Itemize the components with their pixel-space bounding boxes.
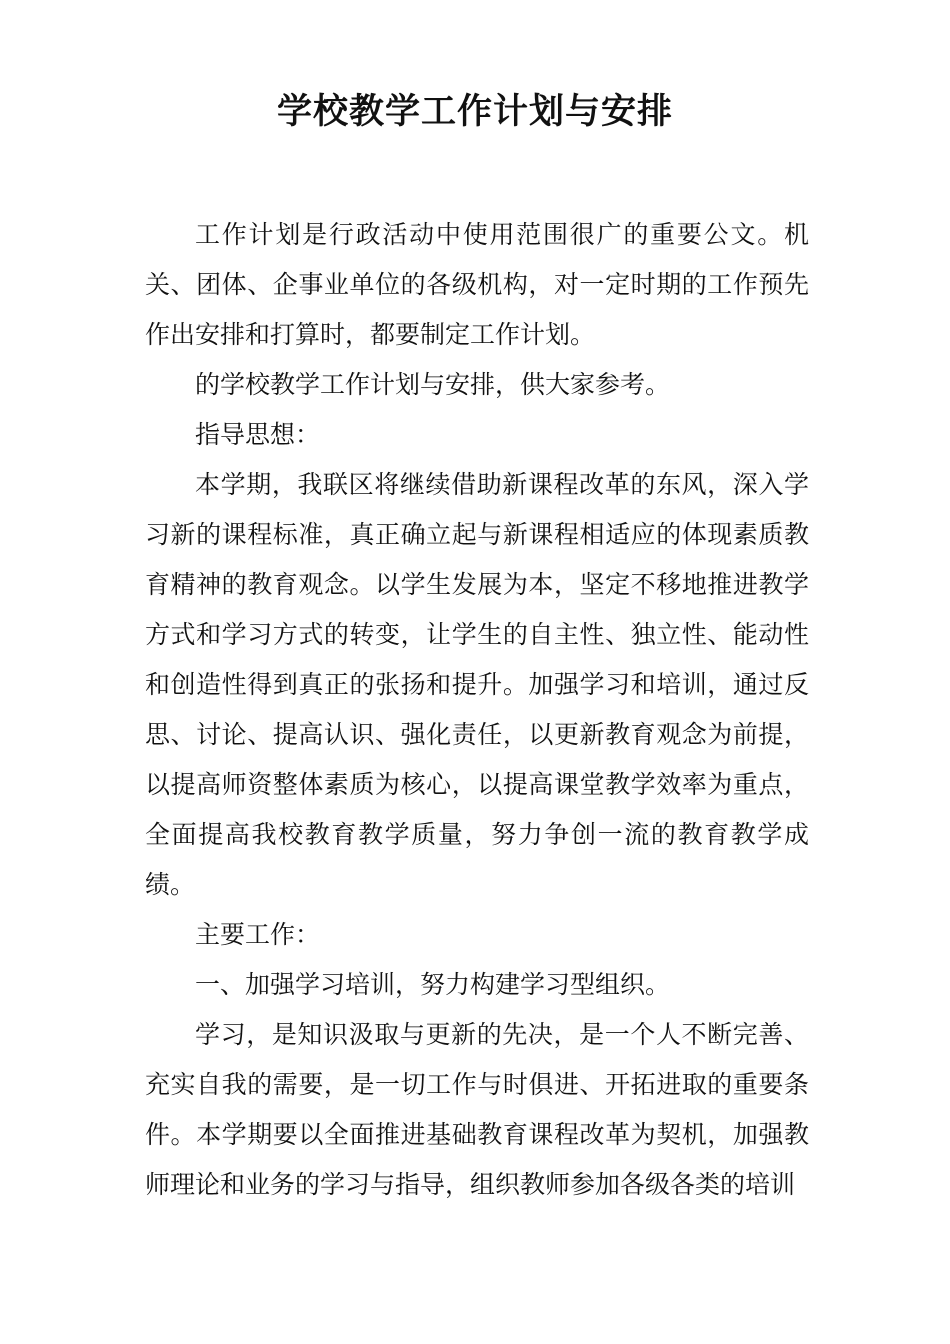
document-title: 学校教学工作计划与安排 bbox=[276, 92, 673, 132]
heading-guiding-thought: 指导思想： bbox=[195, 420, 321, 449]
heading-section-one: 一、加强学习培训，努力构建学习型组织。 bbox=[195, 970, 671, 999]
paragraph-guiding-thought: 本学期，我联区将继续借助新课程改革的东风，深入学习新的课程标准，真正确立起与新课程相适应的体现素质教育精神的教育观念。以学生发展为本，坚定不移地推进教学方式和学习方式的转变，让学生的自主性、独立性、能动性和创造性得到真正的张扬和提升。加强学习和培训，通过反思、讨论、提高认识、强化责任，以更新教育观念为前提，以提高师资整体素质为核心，以提高课堂教学效率为重点，全面提高我校教育教学质量，努力争创一流的教育教学成绩。 bbox=[145, 470, 809, 899]
paragraph-reference: 的学校教学工作计划与安排，供大家参考。 bbox=[195, 370, 671, 399]
paragraph-intro: 工作计划是行政活动中使用范围很广的重要公文。机关、团体、企事业单位的各级机构，对一定时期的工作预先作出安排和打算时，都要制定工作计划。 bbox=[145, 220, 809, 349]
paragraph-learning: 学习，是知识汲取与更新的先决，是一个人不断完善、充实自我的需要，是一切工作与时俱进、开拓进取的重要条件。本学期要以全面推进基础教育课程改革为契机，加强教师理论和业务的学习与指导，组织教师参加各级各类的培训 bbox=[145, 1020, 809, 1199]
document-body bbox=[145, 210, 809, 1210]
heading-main-work: 主要工作： bbox=[195, 920, 321, 949]
